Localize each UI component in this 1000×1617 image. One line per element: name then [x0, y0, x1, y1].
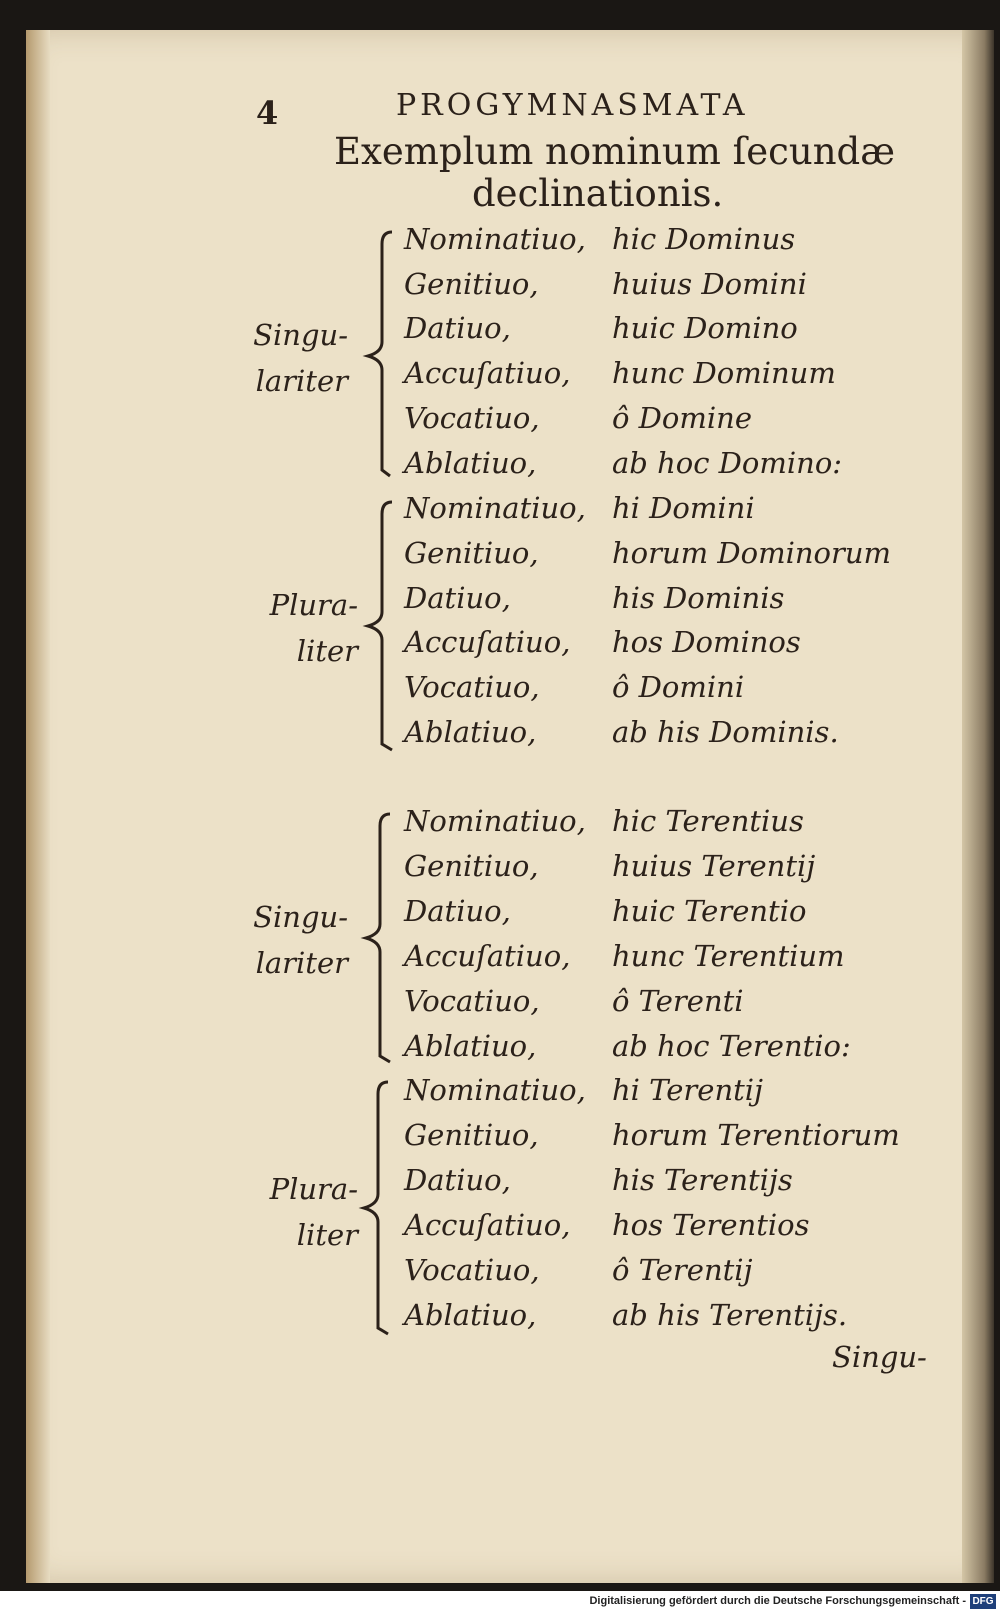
page-edge-right [962, 30, 994, 1583]
case-label: Vocatiuo, [404, 984, 540, 1018]
case-label: Ablatiuo, [404, 1298, 537, 1332]
word-form: hic Dominus [612, 222, 796, 256]
case-label: Genitiuo, [404, 267, 539, 301]
case-label: Datiuo, [404, 1163, 511, 1197]
word-form: ô Domini [612, 670, 745, 704]
case-label: Vocatiuo, [404, 401, 540, 435]
case-label: Ablatiuo, [404, 446, 537, 480]
word-form: hic Terentius [612, 804, 804, 838]
case-label: Genitiuo, [404, 849, 539, 883]
case-label: Nominatiuo, [404, 1073, 586, 1107]
case-label: Accuſatiuo, [404, 939, 571, 973]
case-label: Vocatiuo, [404, 1253, 540, 1287]
brace-singular-2 [360, 806, 400, 1072]
singular-label [248, 894, 348, 986]
word-form: hi Terentij [612, 1073, 764, 1107]
plural-label [258, 582, 358, 674]
word-form: hos Dominos [612, 625, 801, 659]
word-form: ab his Dominis. [612, 715, 839, 749]
singular-label-line-2: lariter [255, 364, 348, 398]
case-label: Nominatiuo, [404, 222, 586, 256]
word-form: huius Terentij [612, 849, 816, 883]
page-number: 4 [256, 94, 279, 132]
page-edge-left [26, 30, 50, 1583]
word-form: hunc Terentium [612, 939, 845, 973]
singular-label [248, 312, 348, 404]
footer-bar [0, 1591, 1000, 1617]
singular-label-line-2: lariter [255, 946, 348, 980]
case-label: Ablatiuo, [404, 1029, 537, 1063]
plural-label [258, 1166, 358, 1258]
case-label: Ablatiuo, [404, 715, 537, 749]
case-label: Genitiuo, [404, 1118, 539, 1152]
word-form: ab his Terentijs. [612, 1298, 848, 1332]
case-label: Datiuo, [404, 311, 511, 345]
running-head: PROGYMNASMATA [396, 88, 749, 123]
case-label: Genitiuo, [404, 536, 539, 570]
case-label: Vocatiuo, [404, 670, 540, 704]
brace-plural-2 [358, 1074, 398, 1344]
title-line-2: declinationis. [472, 172, 724, 215]
case-label: Nominatiuo, [404, 491, 586, 525]
brace-singular-1 [362, 224, 402, 488]
case-label: Nominatiuo, [404, 804, 586, 838]
case-label: Datiuo, [404, 894, 511, 928]
word-form: ô Terenti [612, 984, 744, 1018]
word-form: horum Dominorum [612, 536, 892, 570]
singular-label-line-1: Singu- [253, 318, 348, 352]
plural-label-line-1: Plura- [269, 588, 358, 622]
word-form: huic Domino [612, 311, 798, 345]
word-form: hi Domini [612, 491, 755, 525]
word-form: hos Terentios [612, 1208, 810, 1242]
word-form: hunc Dominum [612, 356, 836, 390]
dfg-logo: DFG [970, 1594, 996, 1609]
word-form: his Dominis [612, 581, 785, 615]
title-line-1: Exemplum nominum ſecundæ [334, 130, 896, 173]
case-label: Accuſatiuo, [404, 356, 571, 390]
plural-label-line-1: Plura- [269, 1172, 358, 1206]
plural-label-line-2: liter [296, 1218, 358, 1252]
word-form: ô Domine [612, 401, 753, 435]
plural-label-line-2: liter [296, 634, 358, 668]
word-form: ab hoc Terentio: [612, 1029, 851, 1063]
word-form: ab hoc Domino: [612, 446, 843, 480]
footer-credit: Digitalisierung gefördert durch die Deutsche Forschungsgemeinschaft - [589, 1595, 966, 1607]
case-label: Accuſatiuo, [404, 625, 571, 659]
word-form: his Terentijs [612, 1163, 793, 1197]
catchword: Singu- [832, 1340, 927, 1374]
word-form: huius Domini [612, 267, 807, 301]
word-form: horum Terentiorum [612, 1118, 900, 1152]
singular-label-line-1: Singu- [253, 900, 348, 934]
brace-plural-1 [362, 494, 402, 760]
word-form: ô Terentij [612, 1253, 753, 1287]
case-label: Accuſatiuo, [404, 1208, 571, 1242]
word-form: huic Terentio [612, 894, 807, 928]
case-label: Datiuo, [404, 581, 511, 615]
